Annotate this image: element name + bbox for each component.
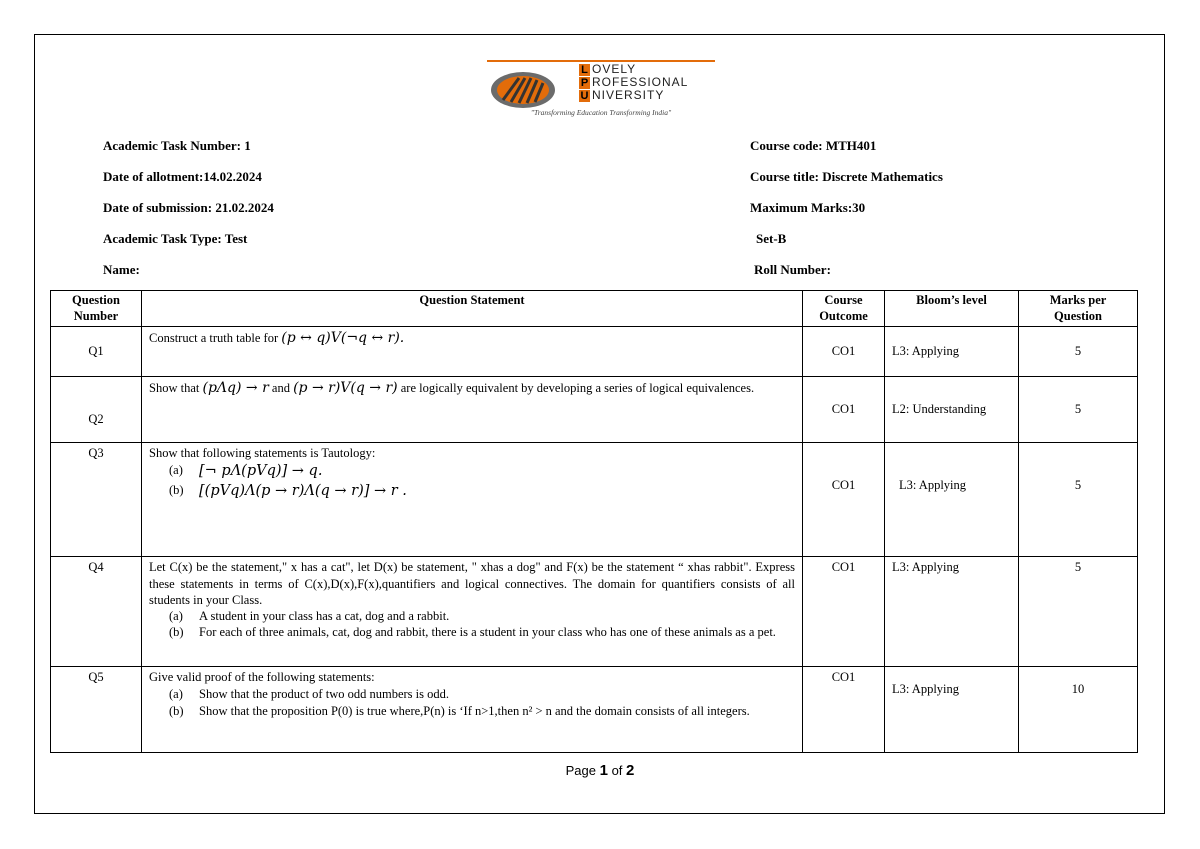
header-blooms-level: Bloom’s level <box>885 291 1019 327</box>
statement-text: Give valid proof of the following statements: <box>149 670 375 685</box>
formula: (pΛq) → r <box>202 380 269 397</box>
course-outcome: CO1 <box>803 667 885 753</box>
blooms-level: L3: Applying <box>885 443 1019 557</box>
sub-question <box>149 482 795 502</box>
table-row <box>51 327 1138 377</box>
table-row <box>51 377 1138 443</box>
page-footer <box>0 762 1200 779</box>
page-word: Page <box>565 763 596 778</box>
logo-emblem-icon <box>489 66 559 110</box>
page-total: 2 <box>626 762 635 779</box>
course-outcome: CO1 <box>803 327 885 377</box>
academic-task-type: Academic Task Type: Test <box>103 231 248 246</box>
marks: 5 <box>1019 443 1138 557</box>
sub-question-label: (b) <box>169 625 184 640</box>
header-course-outcome: Course Outcome <box>803 291 885 327</box>
marks: 10 <box>1019 667 1138 753</box>
course-title: Course title: Discrete Mathematics <box>750 169 943 184</box>
table-row <box>51 443 1138 557</box>
question-table <box>50 290 1138 753</box>
logo-word-university: NIVERSITY <box>592 88 665 102</box>
sub-question-text: Show that the product of two odd numbers is odd. <box>199 687 449 702</box>
table-row <box>51 557 1138 667</box>
date-of-allotment: Date of allotment:14.02.2024 <box>103 169 262 184</box>
question-statement <box>142 667 803 753</box>
sub-question-text: A student in your class has a cat, dog and a rabbit. <box>199 609 450 623</box>
course-outcome: CO1 <box>803 443 885 557</box>
logo-letter-p: P <box>580 76 589 89</box>
marks: 5 <box>1019 377 1138 443</box>
question-statement <box>142 557 803 667</box>
name-label: Name: <box>103 262 140 277</box>
maximum-marks: Maximum Marks:30 <box>750 200 866 215</box>
statement-text: are logically equivalent by developing a series of logical equivalences. <box>400 381 755 396</box>
question-number: Q3 <box>51 443 142 557</box>
sub-question <box>149 703 795 720</box>
question-statement <box>142 327 803 377</box>
question-statement <box>142 377 803 443</box>
set-label: Set-B <box>756 231 787 246</box>
blooms-level: L3: Applying <box>885 327 1019 377</box>
page-number: 1 <box>599 762 608 779</box>
question-number: Q1 <box>51 327 142 377</box>
sub-question <box>149 608 795 624</box>
logo-word-lovely: OVELY <box>592 62 637 76</box>
roll-number-label: Roll Number: <box>754 262 831 277</box>
sub-question-label: (b) <box>169 482 184 497</box>
logo-tagline: "Transforming Education Transforming India" <box>530 108 672 117</box>
statement-text: Let C(x) be the statement," x has a cat", let D(x) be statement, " xhas a dog" and F(x) be the statement “ xhas rabbit". Express these statements in terms of C(x),D(x),F(x),quantifiers and logical connectives. The domain for quantifiers consists of all students in your Class. <box>149 560 795 607</box>
blooms-level: L3: Applying <box>885 557 1019 667</box>
statement-text: Show that <box>149 381 200 396</box>
sub-question-text: Show that the proposition P(0) is true where,P(n) is ‘If n>1,then n² > n and the domain consists of all integers. <box>199 704 750 718</box>
formula: (p ↔ q)V(¬q ↔ r). <box>281 330 405 347</box>
sub-question-label: (a) <box>169 609 183 623</box>
question-number: Q2 <box>51 377 142 443</box>
statement-text: Construct a truth table for <box>149 331 279 346</box>
of-word: of <box>611 763 623 778</box>
question-number: Q5 <box>51 667 142 753</box>
course-code: Course code: MTH401 <box>750 138 877 153</box>
logo-letter-u: U <box>580 89 589 102</box>
course-outcome: CO1 <box>803 377 885 443</box>
table-header-row <box>51 291 1138 327</box>
date-of-submission: Date of submission: 21.02.2024 <box>103 200 274 215</box>
blooms-level: L2: Understanding <box>885 377 1019 443</box>
course-outcome: CO1 <box>803 557 885 667</box>
sub-question-label: (a) <box>169 463 183 478</box>
formula: (p → r)V(q → r) <box>293 380 398 397</box>
university-logo <box>487 60 715 120</box>
sub-question-label: (a) <box>169 687 183 702</box>
sub-question <box>149 686 795 703</box>
sub-question-label: (b) <box>169 704 184 718</box>
statement-text: Show that following statements is Tautology: <box>149 446 376 461</box>
logo-letter-l: L <box>579 64 590 76</box>
statement-text: and <box>271 381 290 396</box>
header-question-statement: Question Statement <box>142 291 803 327</box>
question-statement <box>142 443 803 557</box>
formula: [(pVq)Λ(p → r)Λ(q → r)] → r . <box>199 482 407 499</box>
header-marks: Marks per Question <box>1019 291 1138 327</box>
marks: 5 <box>1019 557 1138 667</box>
marks: 5 <box>1019 327 1138 377</box>
sub-question-text: For each of three animals, cat, dog and rabbit, there is a student in your class who has one of these animals as a pet. <box>199 625 776 640</box>
blooms-level: L3: Applying <box>885 667 1019 753</box>
formula: [¬ pΛ(pVq)] → q. <box>199 463 323 480</box>
logo-word-professional: ROFESSIONAL <box>592 75 689 89</box>
header-question-number: Question Number <box>51 291 142 327</box>
academic-task-number: Academic Task Number: 1 <box>103 138 251 153</box>
sub-question <box>149 624 795 640</box>
question-number: Q4 <box>51 557 142 667</box>
table-row <box>51 667 1138 753</box>
sub-question <box>149 462 795 482</box>
